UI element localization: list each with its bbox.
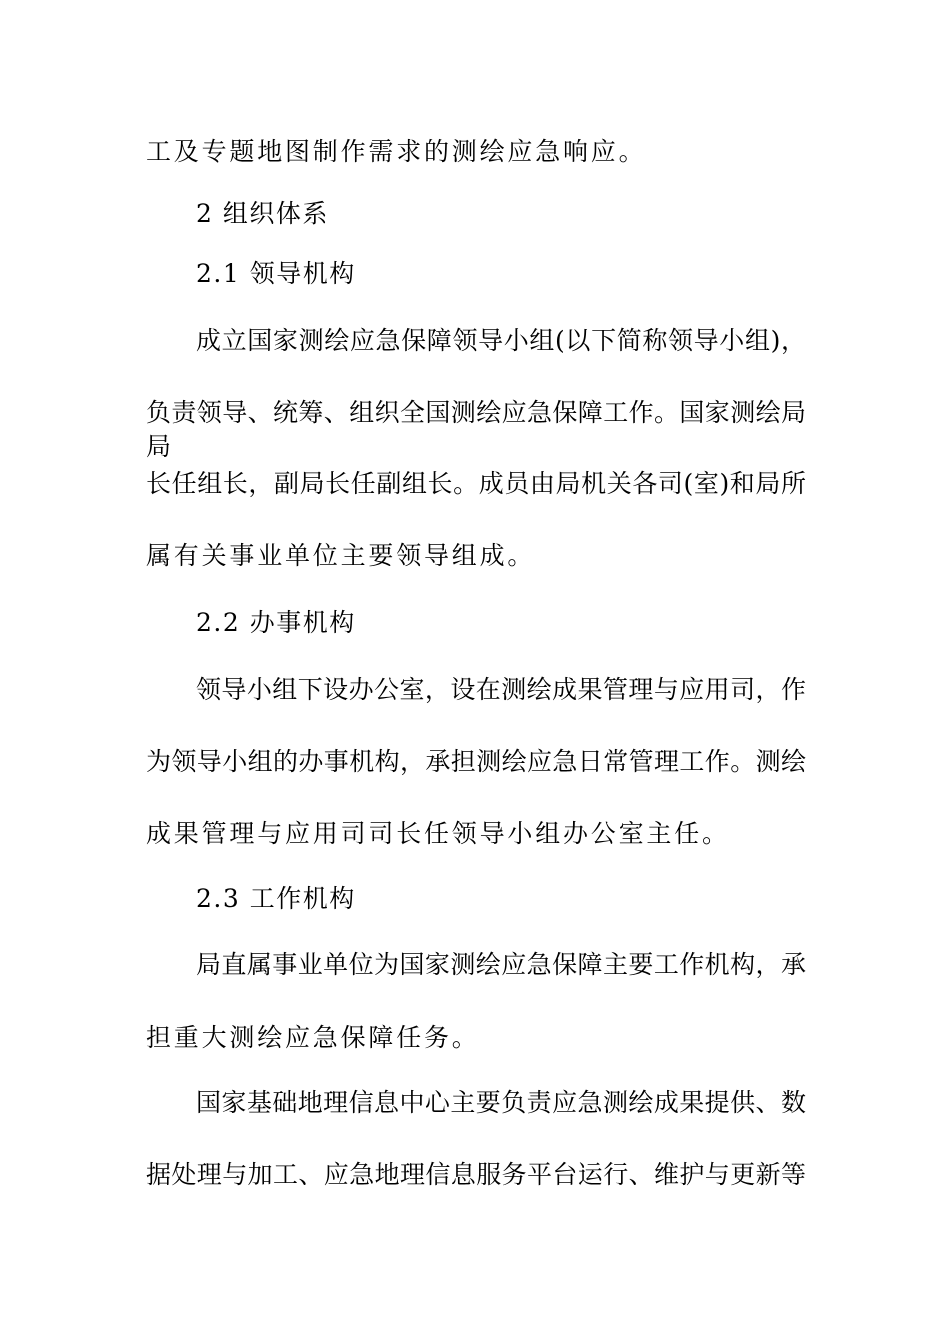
paragraph-continuation: 工及专题地图制作需求的测绘应急响应。 bbox=[146, 137, 647, 166]
section-heading-organization: 2 组织体系 bbox=[196, 199, 329, 228]
paragraph-line: 局直属事业单位为国家测绘应急保障主要工作机构，承 bbox=[196, 950, 806, 979]
paragraph-line: 领导小组下设办公室，设在测绘成果管理与应用司，作 bbox=[196, 675, 806, 704]
subsection-heading-working-body: 2.3 工作机构 bbox=[196, 884, 356, 913]
paragraph-line: 据处理与加工、应急地理信息服务平台运行、维护与更新等 bbox=[146, 1160, 806, 1189]
subsection-heading-office: 2.2 办事机构 bbox=[196, 608, 356, 637]
paragraph-line: 国家基础地理信息中心主要负责应急测绘成果提供、数 bbox=[196, 1088, 806, 1117]
paragraph-line: 成立国家测绘应急保障领导小组(以下简称领导小组)， bbox=[196, 326, 806, 355]
paragraph-line: 成果管理与应用司司长任领导小组办公室主任。 bbox=[146, 819, 730, 848]
paragraph-line: 为领导小组的办事机构，承担测绘应急日常管理工作。测绘 bbox=[146, 747, 806, 776]
subsection-heading-leadership: 2.1 领导机构 bbox=[196, 259, 356, 288]
paragraph-line: 属有关事业单位主要领导组成。 bbox=[146, 541, 536, 570]
paragraph-line: 担重大测绘应急保障任务。 bbox=[146, 1023, 480, 1052]
paragraph-line: 长任组长，副局长任副组长。成员由局机关各司(室)和局所 bbox=[146, 469, 806, 498]
paragraph-line: 负责领导、统筹、组织全国测绘应急保障工作。国家测绘局局 bbox=[146, 398, 806, 461]
